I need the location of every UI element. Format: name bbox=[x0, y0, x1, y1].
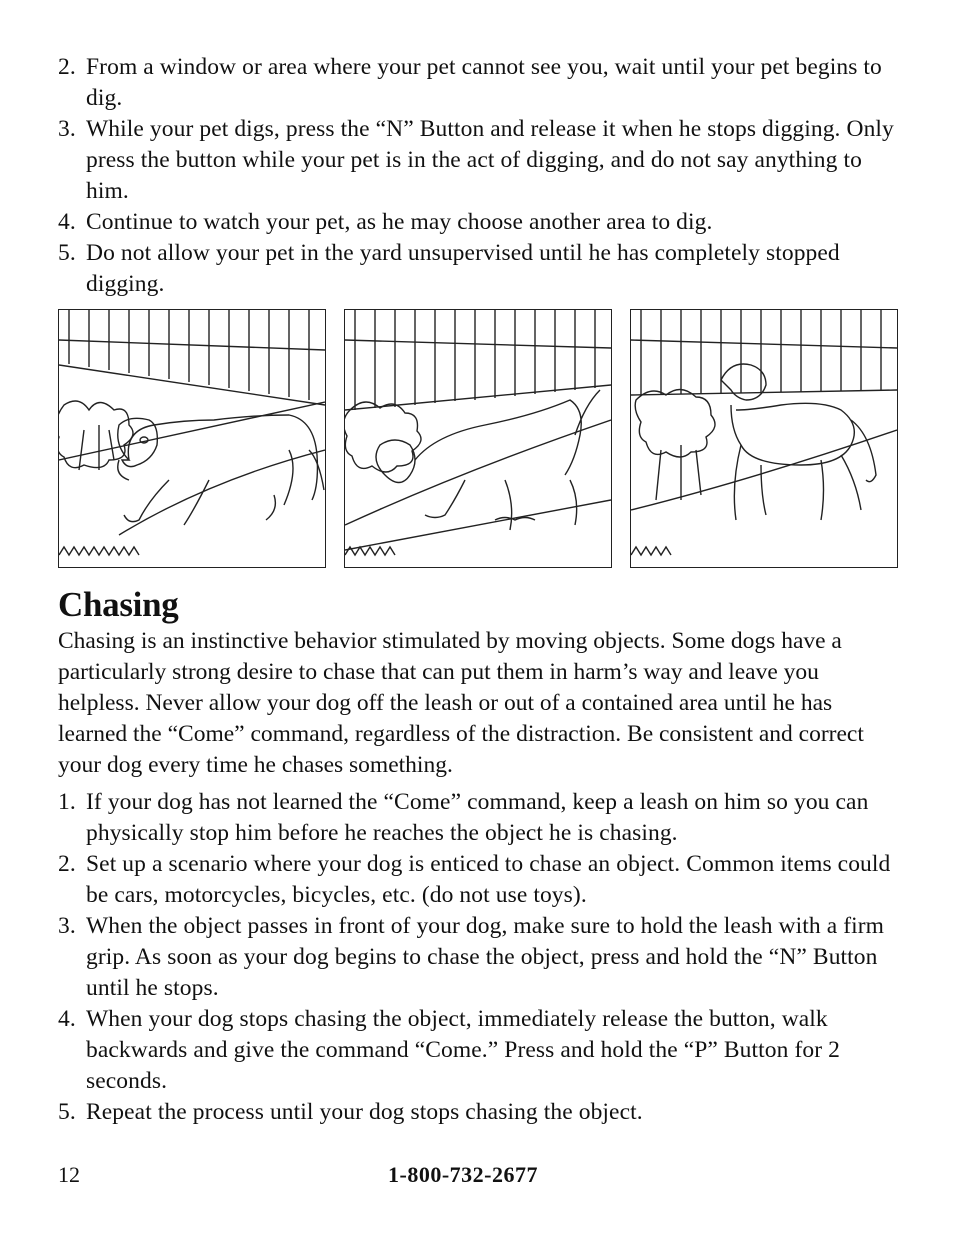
page-number: 12 bbox=[58, 1162, 80, 1187]
step-text: Do not allow your pet in the yard unsupervised until he has completely stopped digging. bbox=[86, 240, 840, 297]
illustration-dog-standing bbox=[630, 309, 898, 568]
list-item bbox=[58, 1004, 900, 1097]
list-item bbox=[58, 787, 900, 849]
step-number: 3. bbox=[58, 116, 76, 142]
dog-digging-hole-drawing bbox=[345, 310, 611, 567]
step-text: While your pet digs, press the “N” Button and release it when he stops digging. Only press the button while your pet is in the act of digging, and do not say anything to him. bbox=[86, 116, 894, 204]
illustration-dog-digging bbox=[58, 309, 326, 568]
step-number: 2. bbox=[58, 851, 76, 877]
section-intro: Chasing is an instinctive behavior stimulated by moving objects. Some dogs have a particularly strong desire to chase that can put them in harm’s way and leave you helpless. Never allow your dog off the leash or out of a contained area until he has learned the “Come” command, regardless of the distraction. Be consistent and correct your dog every time he chases something. bbox=[58, 628, 864, 778]
step-number: 1. bbox=[58, 789, 76, 815]
step-text: When the object passes in front of your dog, make sure to hold the leash with a firm grip. As soon as your dog begins to chase the object, press and hold the “N” Button until he stops. bbox=[86, 913, 885, 1001]
dog-standing-drawing bbox=[631, 310, 897, 567]
step-number: 5. bbox=[58, 240, 76, 266]
step-text: Repeat the process until your dog stops chasing the object. bbox=[86, 1099, 643, 1125]
list-item bbox=[58, 911, 900, 1004]
list-item bbox=[58, 238, 900, 300]
step-number: 2. bbox=[58, 54, 76, 80]
list-item bbox=[58, 1097, 900, 1128]
illustration-row bbox=[58, 309, 898, 568]
step-text: Continue to watch your pet, as he may choose another area to dig. bbox=[86, 209, 713, 235]
step-text: From a window or area where your pet cannot see you, wait until your pet begins to dig. bbox=[86, 54, 882, 111]
step-text: Set up a scenario where your dog is enticed to chase an object. Common items could be cars, motorcycles, bicycles, etc. (do not use toys). bbox=[86, 851, 891, 908]
support-phone: 1-800-732-2677 bbox=[388, 1162, 538, 1187]
step-text: If your dog has not learned the “Come” command, keep a leash on him so you can physically stop him before he reaches the object he is chasing. bbox=[86, 789, 869, 846]
illustration-dog-digging-hole bbox=[344, 309, 612, 568]
step-number: 3. bbox=[58, 913, 76, 939]
list-item bbox=[58, 849, 900, 911]
step-number: 5. bbox=[58, 1099, 76, 1125]
section-heading: Chasing bbox=[58, 585, 179, 624]
step-text: When your dog stops chasing the object, immediately release the button, walk backwards and give the command “Come.” Press and hold the “P” Button for 2 seconds. bbox=[86, 1006, 840, 1094]
list-item bbox=[58, 114, 900, 207]
step-number: 4. bbox=[58, 1006, 76, 1032]
list-item bbox=[58, 52, 900, 114]
digging-steps-list bbox=[58, 52, 900, 300]
step-number: 4. bbox=[58, 209, 76, 235]
chasing-steps-list bbox=[58, 787, 900, 1128]
dog-digging-drawing bbox=[59, 310, 325, 567]
manual-page bbox=[58, 52, 900, 1128]
list-item bbox=[58, 207, 900, 238]
page-footer bbox=[58, 1162, 900, 1192]
